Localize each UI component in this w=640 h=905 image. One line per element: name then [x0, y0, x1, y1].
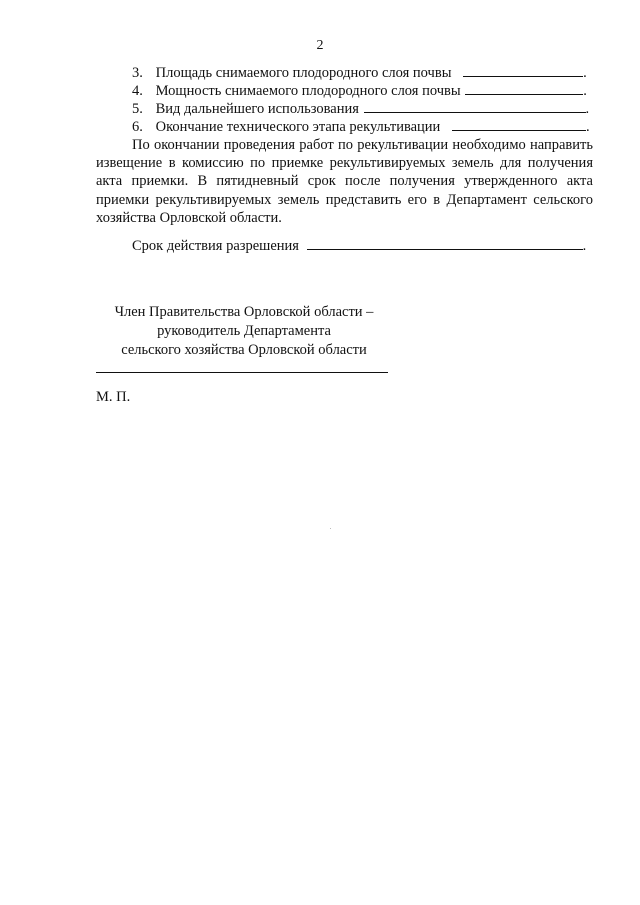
list-item-topsoil-area [132, 63, 587, 81]
instructions-paragraph: По окончании проведения работ по рекультивации необходимо направить извещение в комиссию по приемке рекультивируемых земель для получения акта приемки. В пятидневный срок после получения утвержденного акта приемки рекультивируемых земель представить его в Департамент сельского хозяйства Орловской области. [96, 137, 593, 226]
list-item-further-use [132, 99, 589, 117]
fill-in-blank [465, 81, 583, 95]
signatory-title-line-3: сельского хозяйства Орловской области [121, 342, 367, 358]
list-item-period: . [585, 119, 590, 135]
list-item-technical-stage-end [132, 117, 590, 135]
list-item-label: Площадь снимаемого плодородного слоя почвы [155, 65, 452, 81]
list-item-label: Окончание технического этапа рекультивации [155, 119, 441, 135]
permit-validity-label: Срок действия разрешения [132, 238, 299, 254]
scan-speck [330, 528, 331, 529]
permit-validity-period: . [582, 238, 587, 254]
seal-place-label: М. П. [96, 389, 131, 405]
list-item-label: Мощность снимаемого плодородного слоя почвы [155, 83, 461, 99]
list-item-period: . [583, 65, 587, 81]
fill-in-blank [307, 236, 583, 250]
fill-in-blank [364, 99, 586, 113]
page-number: 2 [316, 38, 324, 53]
signatory-title-line-2: руководитель Департамента [157, 323, 331, 339]
list-item-number: 4. [132, 83, 143, 99]
fill-in-blank [452, 117, 586, 131]
permit-validity-line [132, 236, 586, 255]
list-item-topsoil-thickness [132, 81, 587, 99]
list-item-number: 3. [132, 65, 143, 81]
list-item-period: . [585, 101, 590, 117]
list-item-number: 5. [132, 101, 143, 117]
fill-in-blank [463, 63, 583, 77]
list-item-number: 6. [132, 119, 143, 135]
signature-line [96, 372, 388, 373]
list-item-label: Вид дальнейшего использования [155, 101, 359, 117]
list-item-period: . [583, 83, 587, 99]
signatory-title-line-1: Член Правительства Орловской области – [114, 304, 374, 320]
